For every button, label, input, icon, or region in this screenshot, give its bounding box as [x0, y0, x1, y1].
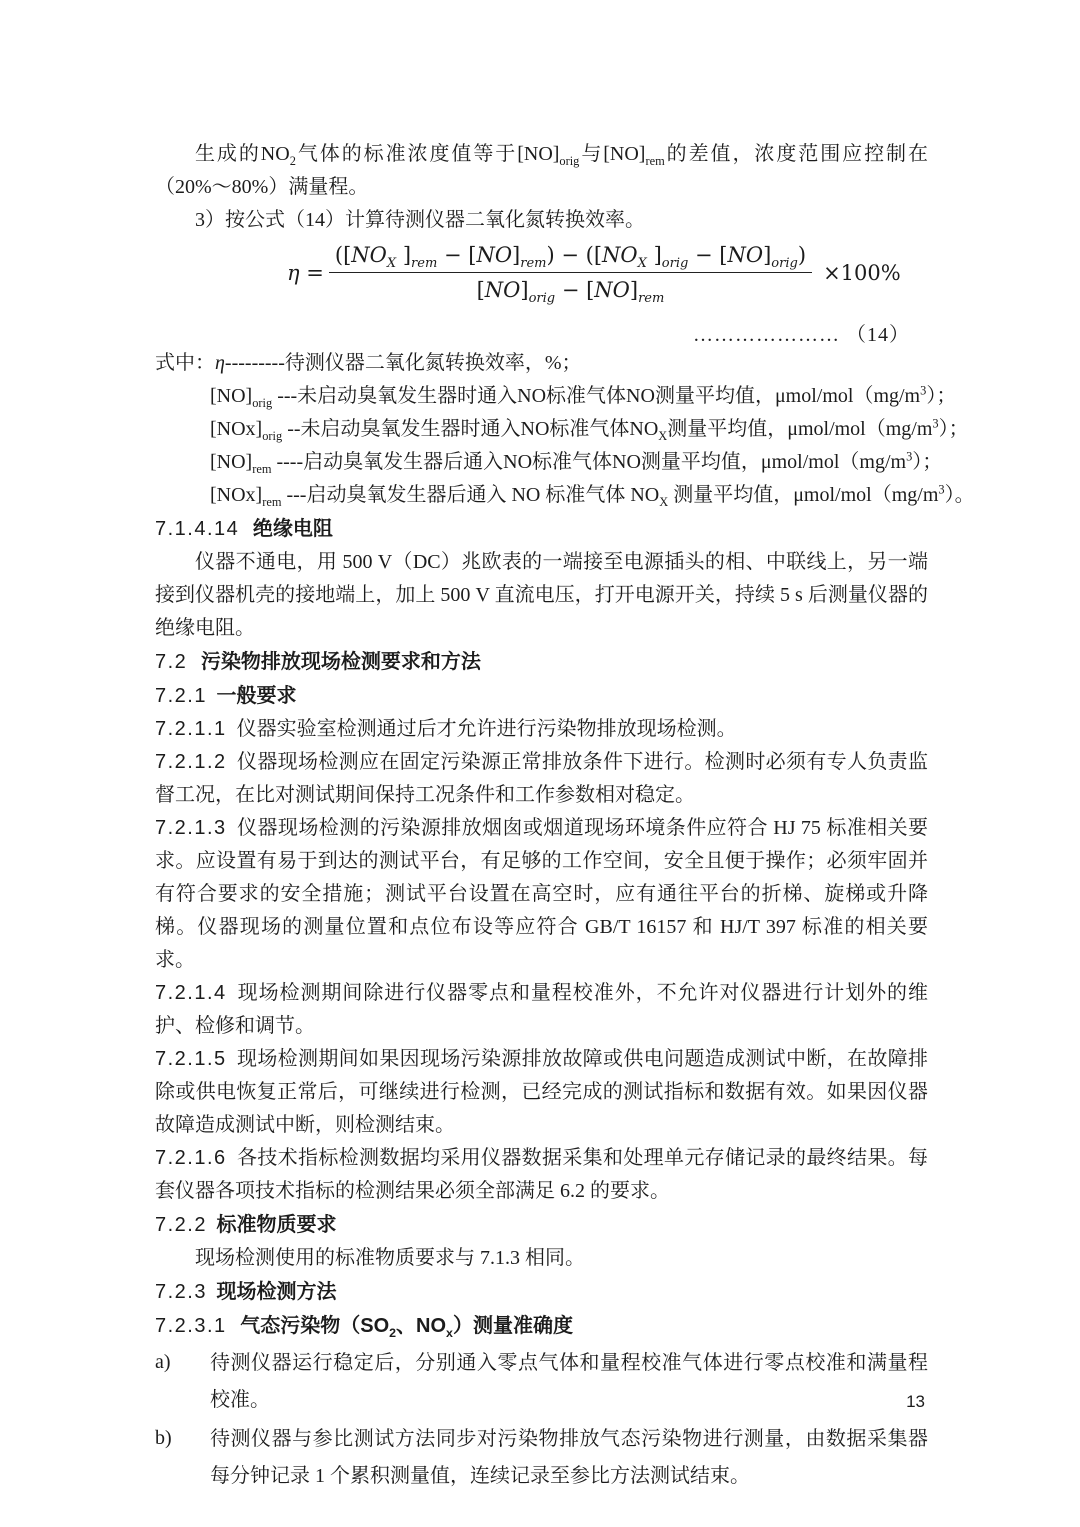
- heading-7-2: [155, 646, 928, 679]
- list-marker: a): [155, 1351, 171, 1373]
- clause-number: 7.2.1.6: [155, 1147, 227, 1169]
- clause-number: 7.2.1.2: [155, 751, 227, 773]
- heading-7-2-3: [155, 1276, 928, 1309]
- formula-lhs: η =: [287, 260, 324, 285]
- heading-number: 7.2.2: [155, 1214, 207, 1236]
- heading-title: 污染物排放现场检测要求和方法: [200, 651, 481, 673]
- clause-text: 现场检测期间除进行仪器零点和量程校准外，不允许对仪器进行计划外的维护、检修和调节。: [155, 982, 928, 1037]
- definition-no-rem: $[NO]_{rem}$ ----启动臭氧发生器后通入NO标准气体NO测量平均值，μmol/$mol(mg/m^3)$；: [210, 449, 943, 476]
- heading-7-2-2: [155, 1209, 928, 1242]
- heading-title: 现场检测方法: [216, 1281, 337, 1303]
- heading-number: 7.1.4.14: [155, 518, 240, 540]
- list-text: 待测仪器运行稳定后，分别通入零点气体和量程校准气体进行零点校准和满量程校准。: [210, 1352, 928, 1411]
- list-item-b: [155, 1421, 928, 1495]
- page-number: 13: [906, 1392, 925, 1411]
- clause-text: 各技术指标检测数据均采用仪器数据采集和处理单元存储记录的最终结果。每套仪器各项技术指标的检测结果必须全部满足 6.2 的要求。: [155, 1147, 928, 1202]
- clause-number: 7.2.1.5: [155, 1048, 227, 1070]
- heading-number: 7.2.1: [155, 685, 207, 707]
- clause-7-2-1-3: [155, 812, 928, 977]
- heading-title: 一般要求: [216, 685, 297, 707]
- heading-number: 7.2: [155, 651, 188, 673]
- heading-number: 7.2.3: [155, 1281, 207, 1303]
- clause-text: 仪器实验室检测通过后才允许进行污染物排放现场检测。: [236, 718, 737, 740]
- clause-7-2-1-5: [155, 1043, 928, 1142]
- clause-7-2-1-2: [155, 746, 928, 812]
- clause-7-2-1-4: [155, 977, 928, 1043]
- clause-number: 7.2.1.1: [155, 718, 227, 740]
- paragraph-no2-standard: 生成的$NO_2$气体的标准浓度值等于$[NO]_{orig}$与$[NO]_{rem}$的差值，浓度范围应控制在（20%～80%）满量程。: [155, 143, 928, 198]
- list-text: 待测仪器与参比测试方法同步对污染物排放气态污染物进行测量，由数据采集器每分钟记录 1 个累积测量值，连续记录至参比方法测试结束。: [210, 1428, 928, 1487]
- paragraph-insulation: 仪器不通电，用 500 V（DC）兆欧表的一端接至电源插头的相、中联线上，另一端接到仪器机壳的接地端上，加上 500 V 直流电压，打开电源开关，持续 5 s 后测量仪器的绝缘电阻。: [155, 551, 928, 639]
- heading-7-2-1: [155, 680, 928, 713]
- formula-number-row: [693, 318, 910, 347]
- formula-dots: …………………: [693, 324, 840, 346]
- heading-title: 绝缘电阻: [252, 518, 333, 540]
- formula-denominator: $[NO]_{orig} - [NO]_{rem}$: [476, 278, 665, 307]
- symbol-definitions: [155, 380, 975, 512]
- heading-title: 气态污染物（$SO_2$、$NO_x$）测量准确度: [240, 1315, 573, 1340]
- definition-no-orig: $[NO]_{orig}$ ---未启动臭氧发生器时通入NO标准气体NO测量平均值，μmol/$mol(mg/m^3)$；: [210, 383, 957, 410]
- formula-14: [155, 243, 928, 347]
- formula-multiplier: ×100%: [823, 260, 901, 285]
- clause-text: 仪器现场检测应在固定污染源正常排放条件下进行。检测时必须有专人负责监督工况，在比对测试期间保持工况条件和工作参数相对稳定。: [155, 751, 928, 806]
- list-item-a: [155, 1345, 928, 1419]
- clause-number: 7.2.1.4: [155, 982, 227, 1004]
- heading-7-1-4-14: [155, 513, 928, 546]
- clause-7-2-1-1: [155, 713, 928, 746]
- clause-text: 现场检测期间如果因现场污染源排放故障或供电问题造成测试中断，在故障排除或供电恢复正常后，可继续进行检测，已经完成的测试指标和数据有效。如果因仪器故障造成测试中断，则检测结束。: [155, 1048, 928, 1136]
- formula-number: （14）: [846, 324, 910, 346]
- list-marker: b): [155, 1427, 172, 1449]
- definition-nox-rem: $[NOx]_{rem}$ ---启动臭氧发生器后通入 NO 标准气体 $NO_X$ 测量平均值，μmol/$mol(mg/m^3)$。: [210, 482, 975, 509]
- formula-expression: [287, 243, 928, 307]
- where-clause: 式中：η---------待测仪器二氧化氮转换效率，%；: [155, 352, 582, 374]
- paragraph-step3: 3）按公式（14）计算待测仪器二氧化氮转换效率。: [195, 209, 645, 231]
- heading-title: 标准物质要求: [216, 1214, 337, 1236]
- heading-number: 7.2.3.1: [155, 1315, 227, 1337]
- formula-fraction: [329, 243, 812, 307]
- paragraph-std-material: 现场检测使用的标准物质要求与 7.1.3 相同。: [195, 1247, 585, 1269]
- definition-nox-orig: $[NOx]_{orig}$ --未启动臭氧发生器时通入NO标准气体$NO_X$测量平均值，μmol/$mol(mg/m^3)$；: [210, 416, 969, 443]
- clause-text: 仪器现场检测的污染源排放烟囱或烟道现场环境条件应符合 HJ 75 标准相关要求。应设置有易于到达的测试平台，有足够的工作空间，安全且便于操作；必须牢固并有符合要求的安全措施；测试平台设置在高空时，应有通往平台的折梯、旋梯或升降梯。仪器现场的测量位置和点位布设等应符合 GB/T 16157 和 HJ/T 397 标准的相关要求。: [155, 817, 928, 971]
- heading-7-2-3-1: [155, 1310, 928, 1343]
- clause-7-2-1-6: [155, 1142, 928, 1208]
- clause-number: 7.2.1.3: [155, 817, 227, 839]
- formula-numerator: ([$NO_X$ ]$_{rem} - [NO]_{rem}) - ([NO_X$ ]$_{orig} - [NO]_{orig}$): [329, 243, 812, 273]
